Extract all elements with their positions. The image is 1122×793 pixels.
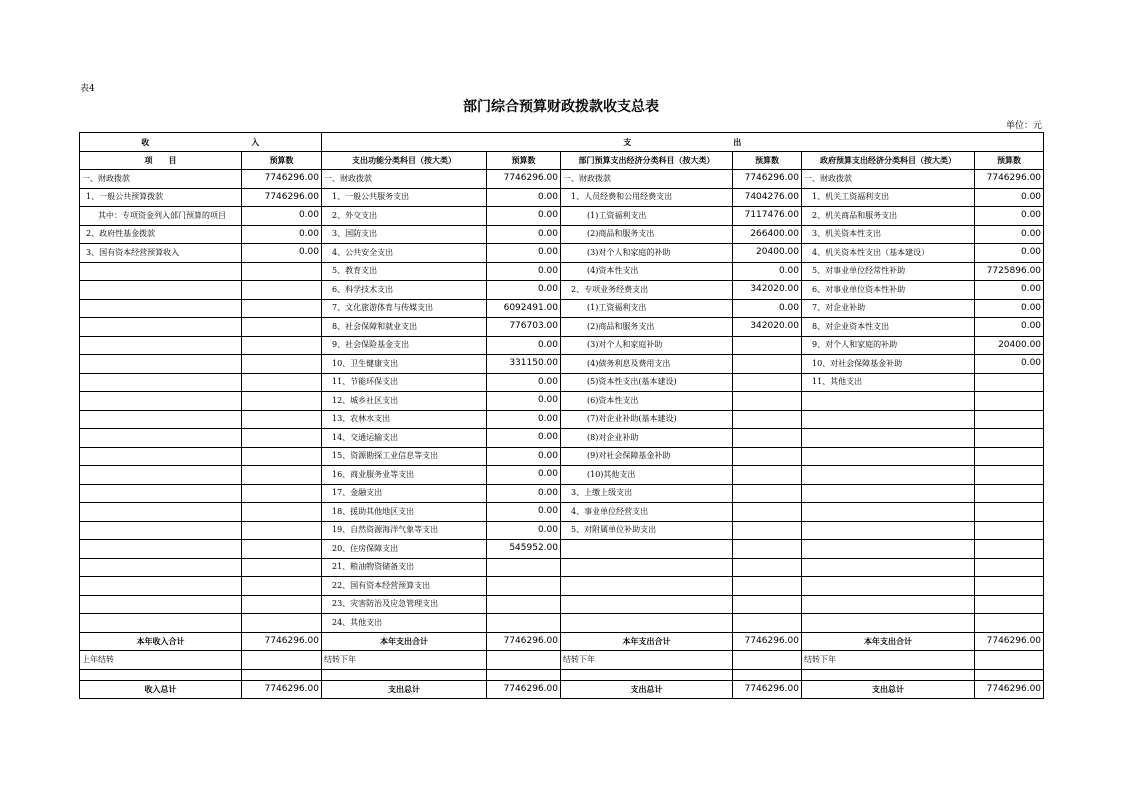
table-cell [561, 540, 733, 559]
table-cell: 7746296.00 [975, 632, 1044, 651]
table-cell: 0.00 [487, 262, 561, 281]
table-cell [802, 540, 975, 559]
table-row [80, 484, 1044, 503]
table-cell: 一、财政拨款 [322, 170, 487, 189]
table-cell [80, 447, 242, 466]
table-cell: 7746296.00 [242, 680, 322, 699]
table-cell [975, 373, 1044, 392]
table-cell: 0.00 [975, 207, 1044, 226]
table-cell: (8)对企业补助 [561, 429, 733, 448]
table-cell [487, 614, 561, 633]
table-cell [80, 558, 242, 577]
column-header-row [80, 151, 1044, 170]
table-cell: 0.00 [487, 521, 561, 540]
table-cell: 2、机关商品和服务支出 [802, 207, 975, 226]
table-cell [975, 614, 1044, 633]
table-cell: 1、机关工资福利支出 [802, 188, 975, 207]
table-cell [242, 540, 322, 559]
table-cell: 7746296.00 [487, 632, 561, 651]
table-cell [733, 540, 802, 559]
table-row [80, 262, 1044, 281]
table-cell [733, 503, 802, 522]
table-cell [975, 410, 1044, 429]
table-cell: 0.00 [487, 410, 561, 429]
budget-summary-table [79, 132, 1044, 699]
table-cell [242, 447, 322, 466]
table-cell [733, 410, 802, 429]
table-cell [802, 577, 975, 596]
table-cell [242, 410, 322, 429]
table-cell: 0.00 [975, 281, 1044, 300]
table-cell: 0.00 [487, 484, 561, 503]
table-cell: 一、财政拨款 [802, 170, 975, 189]
table-row [80, 281, 1044, 300]
table-cell [975, 484, 1044, 503]
table-row [80, 410, 1044, 429]
table-cell [975, 429, 1044, 448]
table-cell: 6092491.00 [487, 299, 561, 318]
table-cell [802, 558, 975, 577]
table-cell [242, 336, 322, 355]
table-row [80, 336, 1044, 355]
table-cell [80, 318, 242, 337]
table-cell: (5)资本性支出(基本建设) [561, 373, 733, 392]
table-cell: 776703.00 [487, 318, 561, 337]
table-cell: 5、教育支出 [322, 262, 487, 281]
table-cell [733, 614, 802, 633]
table-cell: 3、国防支出 [322, 225, 487, 244]
table-cell [80, 484, 242, 503]
table-cell [487, 595, 561, 614]
expense-section-char2: 出 [733, 136, 742, 147]
col-header-gov-econ: 政府预算支出经济分类科目（按大类） [802, 151, 975, 170]
table-cell [802, 392, 975, 411]
table-cell [242, 392, 322, 411]
table-cell [80, 503, 242, 522]
table-cell [242, 299, 322, 318]
table-cell: 0.00 [242, 207, 322, 226]
table-cell [80, 466, 242, 485]
table-cell [242, 577, 322, 596]
table-cell: 0.00 [487, 466, 561, 485]
table-cell [733, 355, 802, 374]
col-header-func: 支出功能分类科目（按大类） [322, 151, 487, 170]
table-cell: 0.00 [487, 373, 561, 392]
table-cell: (3)对个人和家庭补助 [561, 336, 733, 355]
table-cell: 0.00 [487, 503, 561, 522]
table-cell: 其中：专项资金列入部门预算的项目 [80, 207, 242, 226]
table-row [80, 577, 1044, 596]
table-cell: 13、农林水支出 [322, 410, 487, 429]
table-cell [487, 669, 561, 680]
table-cell: 一、财政拨款 [561, 170, 733, 189]
table-cell: (1)工资福利支出 [561, 207, 733, 226]
table-cell: 本年支出合计 [322, 632, 487, 651]
table-cell: 12、城乡社区支出 [322, 392, 487, 411]
table-row [80, 521, 1044, 540]
table-cell [975, 503, 1044, 522]
table-row [80, 373, 1044, 392]
table-cell: 8、对企业资本性支出 [802, 318, 975, 337]
unit-label: 单位：元 [1005, 121, 1042, 131]
table-row [80, 540, 1044, 559]
table-row [80, 299, 1044, 318]
table-cell: 545952.00 [487, 540, 561, 559]
table-cell: 7746296.00 [242, 188, 322, 207]
table-cell: 0.00 [487, 447, 561, 466]
table-cell: 21、粮油物资储备支出 [322, 558, 487, 577]
table-row [80, 614, 1044, 633]
table-cell: 0.00 [975, 244, 1044, 263]
table-cell: 4、机关资本性支出（基本建设） [802, 244, 975, 263]
table-cell [733, 651, 802, 670]
income-section-char2: 入 [251, 136, 260, 147]
year-total-row [80, 632, 1044, 651]
table-cell: 7746296.00 [242, 632, 322, 651]
col-header-budget: 预算数 [487, 151, 561, 170]
table-cell: 7117476.00 [733, 207, 802, 226]
table-cell [802, 466, 975, 485]
table-cell: 7746296.00 [487, 170, 561, 189]
table-cell: 0.00 [975, 299, 1044, 318]
col-header-budget: 预算数 [242, 151, 322, 170]
table-cell: (2)商品和服务支出 [561, 225, 733, 244]
table-cell [242, 318, 322, 337]
table-cell: 0.00 [487, 225, 561, 244]
table-cell: 10、卫生健康支出 [322, 355, 487, 374]
table-cell: 支出总计 [802, 680, 975, 699]
table-cell: 1、一般公共服务支出 [322, 188, 487, 207]
table-cell: (6)资本性支出 [561, 392, 733, 411]
table-cell: 18、援助其他地区支出 [322, 503, 487, 522]
table-cell [975, 595, 1044, 614]
table-cell: 24、其他支出 [322, 614, 487, 633]
table-row [80, 503, 1044, 522]
table-cell: 1、一般公共预算拨款 [80, 188, 242, 207]
table-cell [561, 558, 733, 577]
table-cell [242, 558, 322, 577]
table-cell [487, 558, 561, 577]
table-cell: 16、商业服务业等支出 [322, 466, 487, 485]
table-cell: 342020.00 [733, 281, 802, 300]
table-cell: 11、其他支出 [802, 373, 975, 392]
table-cell: 0.00 [975, 318, 1044, 337]
col-header-item: 项 目 [80, 151, 242, 170]
table-cell [802, 503, 975, 522]
table-cell: 0.00 [975, 225, 1044, 244]
table-cell: 4、公共安全支出 [322, 244, 487, 263]
table-cell: 23、灾害防治及应急管理支出 [322, 595, 487, 614]
table-cell [733, 466, 802, 485]
table-cell [802, 614, 975, 633]
table-cell: 9、社会保险基金支出 [322, 336, 487, 355]
table-cell [733, 484, 802, 503]
table-cell [80, 262, 242, 281]
table-cell: 10、对社会保障基金补助 [802, 355, 975, 374]
table-cell: (3)对个人和家庭的补助 [561, 244, 733, 263]
table-cell [733, 595, 802, 614]
table-cell [80, 355, 242, 374]
table-cell [80, 540, 242, 559]
table-cell [975, 392, 1044, 411]
table-cell [80, 595, 242, 614]
grand-total-row [80, 680, 1044, 699]
table-cell: 11、节能环保支出 [322, 373, 487, 392]
table-cell: 结转下年 [561, 651, 733, 670]
table-cell: 3、机关资本性支出 [802, 225, 975, 244]
table-row [80, 392, 1044, 411]
table-cell: (10)其他支出 [561, 466, 733, 485]
table-cell: 6、对事业单位资本性补助 [802, 281, 975, 300]
table-cell [242, 521, 322, 540]
table-cell: 本年收入合计 [80, 632, 242, 651]
table-cell: 0.00 [487, 244, 561, 263]
table-cell [242, 614, 322, 633]
table-cell: 15、资源勘探工业信息等支出 [322, 447, 487, 466]
table-cell: (9)对社会保障基金补助 [561, 447, 733, 466]
table-cell: (2)商品和服务支出 [561, 318, 733, 337]
table-row [80, 595, 1044, 614]
table-cell: 收入总计 [80, 680, 242, 699]
income-section-header [80, 133, 322, 152]
table-cell: 0.00 [487, 207, 561, 226]
table-cell: 结转下年 [322, 651, 487, 670]
table-cell: 7725896.00 [975, 262, 1044, 281]
table-cell [802, 595, 975, 614]
table-cell: 0.00 [733, 262, 802, 281]
table-cell: 0.00 [975, 355, 1044, 374]
col-header-budget: 预算数 [975, 151, 1044, 170]
table-cell [561, 577, 733, 596]
table-cell: (7)对企业补助(基本建设) [561, 410, 733, 429]
table-cell: (4)债务利息及费用支出 [561, 355, 733, 374]
col-header-budget: 预算数 [733, 151, 802, 170]
section-header-row [80, 133, 1044, 152]
table-cell [802, 521, 975, 540]
table-cell [733, 336, 802, 355]
spacer-row [80, 669, 1044, 680]
table-row [80, 207, 1044, 226]
table-row [80, 466, 1044, 485]
table-cell: 7746296.00 [975, 170, 1044, 189]
table-cell [802, 429, 975, 448]
table-cell: 3、上缴上级支出 [561, 484, 733, 503]
table-cell: 19、自然资源海洋气象等支出 [322, 521, 487, 540]
table-cell: 17、金融支出 [322, 484, 487, 503]
table-cell: 7404276.00 [733, 188, 802, 207]
carry-row [80, 651, 1044, 670]
table-cell: 2、专项业务经费支出 [561, 281, 733, 300]
table-cell: 0.00 [242, 225, 322, 244]
table-cell [242, 651, 322, 670]
table-cell: 1、人员经费和公用经费支出 [561, 188, 733, 207]
table-cell: 7、对企业补助 [802, 299, 975, 318]
table-cell: 本年支出合计 [802, 632, 975, 651]
table-cell [802, 447, 975, 466]
table-cell: 7746296.00 [733, 680, 802, 699]
table-cell [975, 447, 1044, 466]
table-cell [975, 558, 1044, 577]
table-cell [80, 669, 242, 680]
sheet-label: 表4 [80, 84, 95, 94]
table-cell: 20400.00 [733, 244, 802, 263]
table-cell: 本年支出合计 [561, 632, 733, 651]
table-cell: 14、交通运输支出 [322, 429, 487, 448]
table-cell [487, 651, 561, 670]
table-cell: 4、事业单位经营支出 [561, 503, 733, 522]
table-cell [80, 373, 242, 392]
table-cell: 0.00 [242, 244, 322, 263]
table-cell [733, 373, 802, 392]
table-row [80, 318, 1044, 337]
table-cell: 9、对个人和家庭的补助 [802, 336, 975, 355]
table-cell: 0.00 [975, 188, 1044, 207]
table-cell [733, 521, 802, 540]
table-cell: 0.00 [487, 188, 561, 207]
table-cell [975, 466, 1044, 485]
table-cell: 342020.00 [733, 318, 802, 337]
table-cell [733, 392, 802, 411]
table-cell [733, 429, 802, 448]
table-cell [802, 410, 975, 429]
table-cell: 0.00 [487, 336, 561, 355]
table-row [80, 355, 1044, 374]
table-row [80, 170, 1044, 189]
table-cell: 20、住房保障支出 [322, 540, 487, 559]
table-cell [975, 577, 1044, 596]
table-cell: 7746296.00 [975, 680, 1044, 699]
expense-section-header [322, 133, 1044, 152]
table-cell: 结转下年 [802, 651, 975, 670]
table-row [80, 225, 1044, 244]
table-cell [80, 281, 242, 300]
table-cell [975, 669, 1044, 680]
table-cell [80, 521, 242, 540]
table-cell: 266400.00 [733, 225, 802, 244]
table-cell [733, 447, 802, 466]
table-cell [242, 595, 322, 614]
table-cell [561, 669, 733, 680]
table-cell: 5、对附属单位补助支出 [561, 521, 733, 540]
col-header-dept-econ: 部门预算支出经济分类科目（按大类） [561, 151, 733, 170]
table-cell: 2、外交支出 [322, 207, 487, 226]
table-cell [242, 503, 322, 522]
table-cell [242, 429, 322, 448]
table-row [80, 558, 1044, 577]
table-cell [802, 484, 975, 503]
table-cell [242, 262, 322, 281]
table-row [80, 429, 1044, 448]
table-cell: 20400.00 [975, 336, 1044, 355]
table-cell [242, 484, 322, 503]
table-cell: 7746296.00 [733, 632, 802, 651]
table-cell: 7746296.00 [733, 170, 802, 189]
table-cell [242, 466, 322, 485]
table-row [80, 244, 1044, 263]
income-section-char1: 收 [141, 136, 150, 147]
table-cell [975, 651, 1044, 670]
table-cell: 7746296.00 [487, 680, 561, 699]
table-cell: 22、国有资本经营预算支出 [322, 577, 487, 596]
table-cell: 5、对事业单位经常性补助 [802, 262, 975, 281]
table-cell: 2、政府性基金拨款 [80, 225, 242, 244]
table-cell [487, 577, 561, 596]
table-cell [80, 392, 242, 411]
table-cell: 8、社会保障和就业支出 [322, 318, 487, 337]
table-cell [242, 669, 322, 680]
table-cell [242, 373, 322, 392]
table-cell [80, 299, 242, 318]
table-cell: 支出总计 [322, 680, 487, 699]
table-cell [733, 577, 802, 596]
table-cell: 上年结转 [80, 651, 242, 670]
table-cell [242, 355, 322, 374]
table-cell [802, 669, 975, 680]
table-cell [80, 410, 242, 429]
table-cell: 支出总计 [561, 680, 733, 699]
table-cell: 一、财政拨款 [80, 170, 242, 189]
table-cell: 6、科学技术支出 [322, 281, 487, 300]
table-cell: 0.00 [487, 392, 561, 411]
table-cell [80, 577, 242, 596]
expense-section-char1: 支 [623, 136, 632, 147]
table-row [80, 447, 1044, 466]
table-cell [80, 429, 242, 448]
table-cell [561, 614, 733, 633]
table-cell [242, 281, 322, 300]
table-cell [733, 669, 802, 680]
table-cell: 0.00 [487, 281, 561, 300]
table-row [80, 188, 1044, 207]
table-cell: 0.00 [487, 429, 561, 448]
table-cell: (1)工资福利支出 [561, 299, 733, 318]
table-cell: 331150.00 [487, 355, 561, 374]
table-cell: 7、文化旅游体育与传媒支出 [322, 299, 487, 318]
table-cell [322, 669, 487, 680]
table-cell [975, 521, 1044, 540]
table-cell: 3、国有资本经营预算收入 [80, 244, 242, 263]
table-cell [561, 595, 733, 614]
table-cell [733, 558, 802, 577]
table-cell [975, 540, 1044, 559]
table-cell: (4)资本性支出 [561, 262, 733, 281]
table-cell: 0.00 [733, 299, 802, 318]
table-cell [80, 336, 242, 355]
page-title: 部门综合预算财政拨款收支总表 [463, 99, 659, 115]
table-cell [80, 614, 242, 633]
table-cell: 7746296.00 [242, 170, 322, 189]
